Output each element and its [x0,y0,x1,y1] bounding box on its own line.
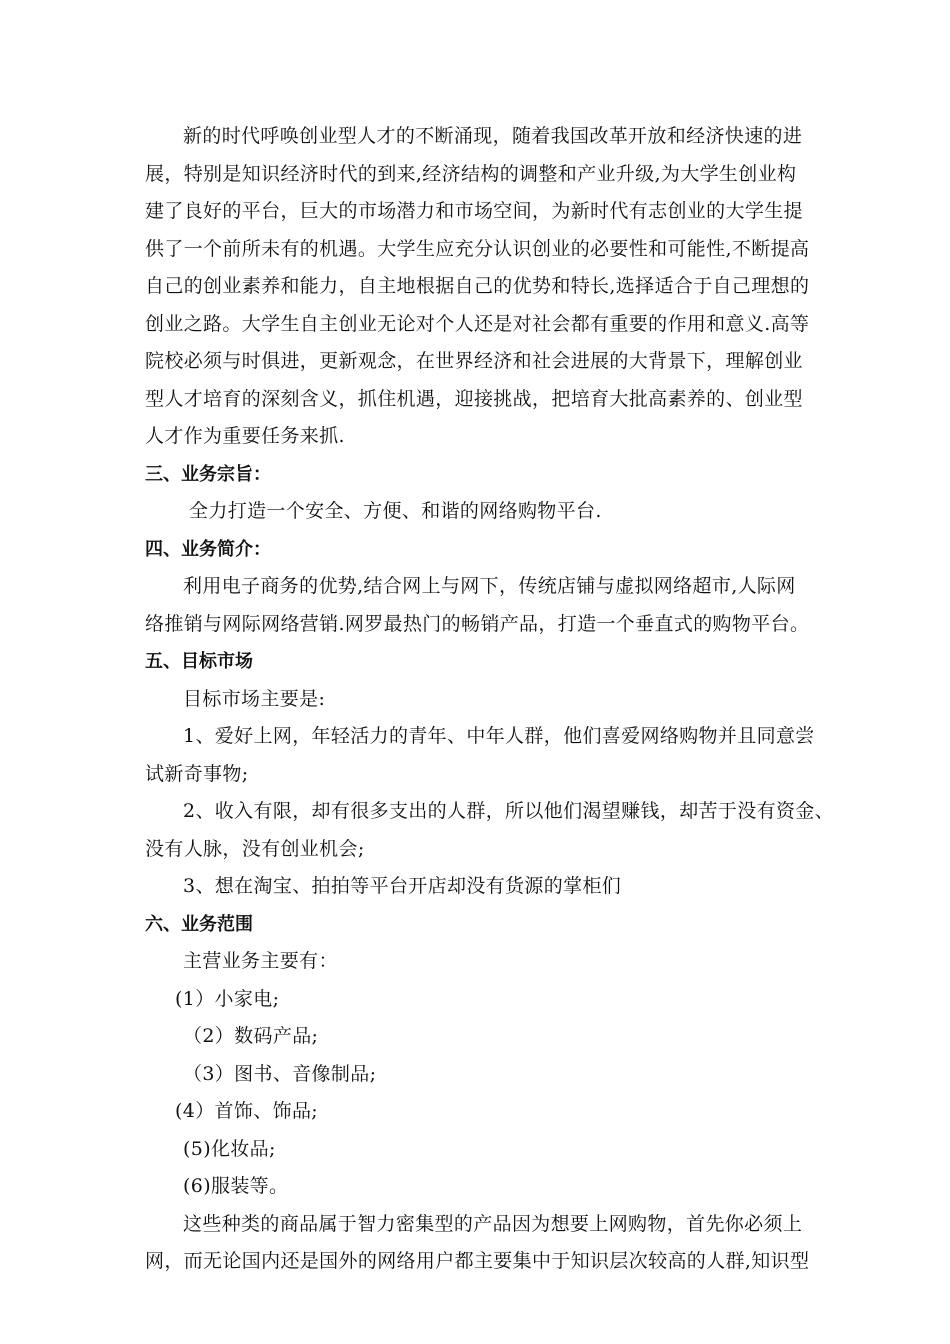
overview-line-1: 利用电子商务的优势,结合网上与网下，传统店铺与虚拟网络超市,人际网 [183,575,796,597]
target-item-1-line-1: 1、爱好上网，年轻活力的青年、中年人群，他们喜爱网络购物并且同意尝 [183,725,815,747]
overview-line-2: 络推销与网际网络营销.网罗最热门的畅销产品，打造一个垂直式的购物平台。 [145,612,810,635]
scope-item-6: (6)服装等。 [183,1175,289,1197]
target-item-1-line-2: 试新奇事物; [145,762,249,785]
section-heading-overview: 四、业务简介： [145,538,271,560]
target-item-2-line-1: 2、收入有限，却有很多支出的人群，所以他们渴望赚钱，却苦于没有资金、 [183,800,834,822]
document-body [145,118,834,1281]
section-heading-purpose: 三、业务宗旨： [145,463,271,485]
target-item-3: 3、想在淘宝、拍拍等平台开店却没有货源的掌柜们 [183,875,622,897]
scope-item-1: (1）小家电; [175,987,280,1010]
intro-line-4: 供了一个前所未有的机遇。大学生应充分认识创业的必要性和可能性,不断提高 [145,237,810,260]
intro-line-1: 新的时代呼唤创业型人才的不断涌现，随着我国改革开放和经济快速的进 [183,125,803,147]
scope-item-2: （2）数码产品; [183,1025,319,1047]
scope-item-5: (5)化妆品; [183,1137,276,1160]
section-heading-business-scope: 六、业务范围 [145,913,253,935]
intro-line-6: 创业之路。大学生自主创业无论对个人还是对社会都有重要的作用和意义.高等 [145,312,810,335]
scope-item-3: （3）图书、音像制品; [183,1062,377,1085]
intro-line-5: 自己的创业素养和能力，自主地根据自己的优势和特长,选择适合于自己理想的 [145,275,810,297]
intro-line-2: 展，特别是知识经济时代的到来,经济结构的调整和产业升级,为大学生创业构 [145,162,797,185]
closing-line-2: 网，而无论国内还是国外的网络用户都主要集中于知识层次较高的人群,知识型 [145,1250,810,1272]
scope-item-4: (4）首饰、饰品; [175,1100,319,1122]
target-item-2-line-2: 没有人脉，没有创业机会; [145,837,365,860]
section-heading-target-market: 五、目标市场 [145,651,253,672]
closing-line-1: 这些种类的商品属于智力密集型的产品因为想要上网购物，首先你必须上 [183,1212,803,1235]
intro-line-7: 院校必须与时俱进，更新观念，在世界经济和社会进展的大背景下，理解创业 [145,350,803,372]
intro-line-3: 建了良好的平台，巨大的市场潜力和市场空间，为新时代有志创业的大学生提 [145,200,803,222]
target-market-intro: 目标市场主要是: [183,687,326,710]
business-scope-intro: 主营业务主要有： [183,950,338,972]
intro-line-8: 型人才培育的深刻含义，抓住机遇，迎接挑战，把培育大批高素养的、创业型 [145,387,803,410]
purpose-text: 全力打造一个安全、方便、和谐的网络购物平台. [189,500,602,522]
intro-line-9: 人才作为重要任务来抓. [145,425,345,447]
